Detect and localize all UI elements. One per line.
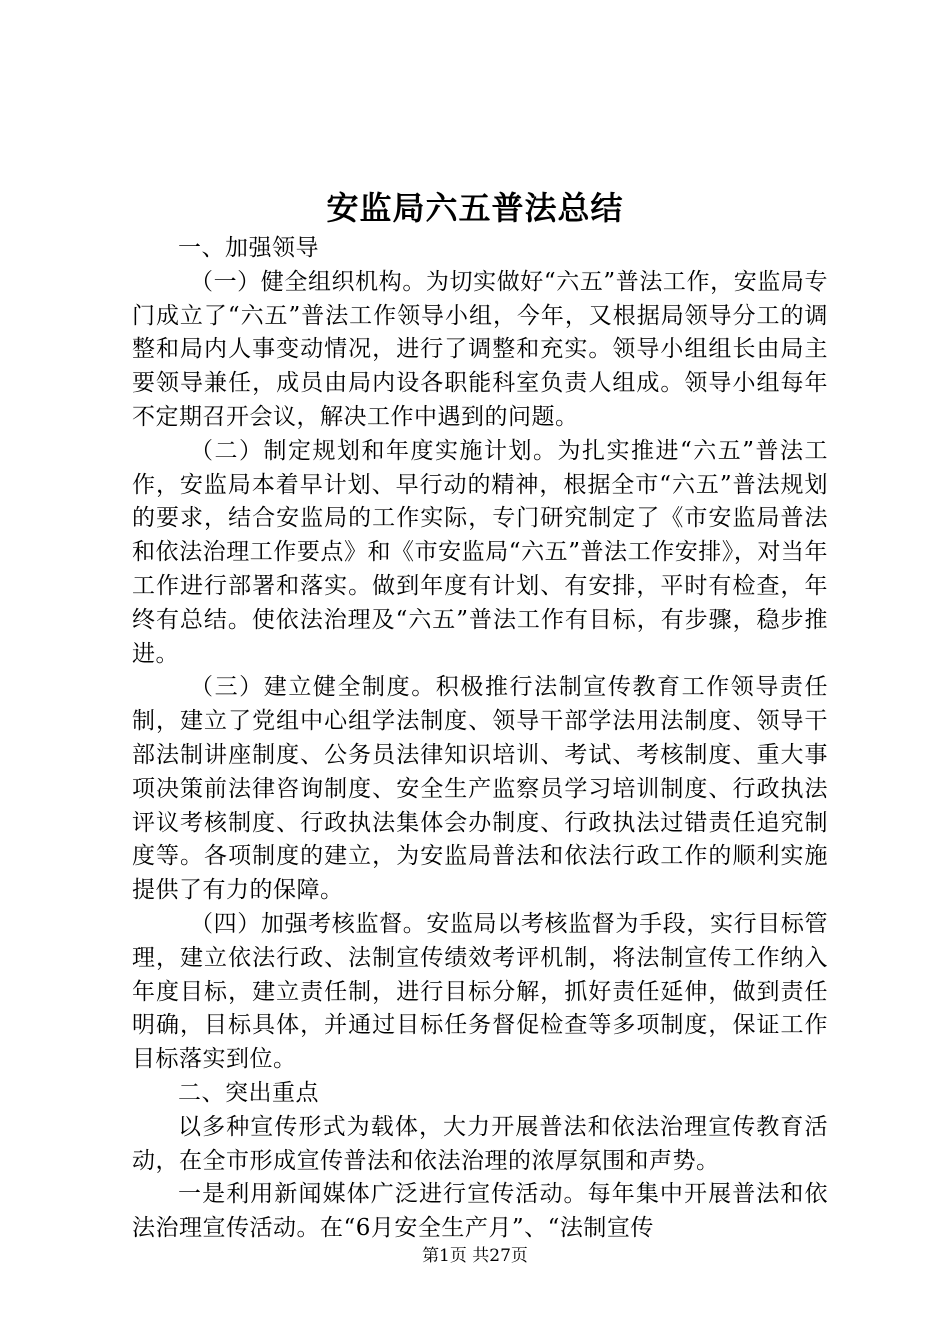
document-title: 安监局六五普法总结 [326,189,624,227]
document-body [132,232,828,1246]
section-heading-1: 一、加强领导 [178,235,319,261]
paragraph-supervision: （四）加强考核监督。安监局以考核监督为手段，实行目标管理，建立依法行政、法制宣传绩效考评机制，将法制宣传工作纳入年度目标，建立责任制，进行目标分解，抓好责任延伸，做到责任明确，目标具体，并通过目标任务督促检查等多项制度，保证工作目标落实到位。 [132,910,828,1073]
page-number-footer: 第1页 共27页 [422,1246,528,1266]
paragraph-media: 一是利用新闻媒体广泛进行宣传活动。每年集中开展普法和依法治理宣传活动。在“6月安全生产月”、“法制宣传 [132,1181,828,1242]
paragraph-planning: （二）制定规划和年度实施计划。为扎实推进“六五”普法工作，安监局本着早计划、早行动的精神，根据全市“六五”普法规划的要求，结合安监局的工作实际，专门研究制定了《市安监局普法和依法治理工作要点》和《市安监局“六五”普法工作安排》，对当年工作进行部署和落实。做到年度有计划、有安排，平时有检查，年终有总结。使依法治理及“六五”普法工作有目标，有步骤，稳步推进。 [132,437,828,667]
paragraph-organization: （一）健全组织机构。为切实做好“六五”普法工作，安监局专门成立了“六五”普法工作领导小组，今年，又根据局领导分工的调整和局内人事变动情况，进行了调整和充实。领导小组组长由局主要领导兼任，成员由局内设各职能科室负责人组成。领导小组每年不定期召开会议，解决工作中遇到的问题。 [132,268,828,430]
paragraph-publicity: 以多种宣传形式为载体，大力开展普法和依法治理宣传教育活动，在全市形成宣传普法和依法治理的浓厚氛围和声势。 [132,1113,828,1174]
section-heading-2: 二、突出重点 [178,1079,319,1106]
paragraph-systems: （三）建立健全制度。积极推行法制宣传教育工作领导责任制，建立了党组中心组学法制度、领导干部学法用法制度、领导干部法制讲座制度、公务员法律知识培训、考试、考核制度、重大事项决策前法律咨询制度、安全生产监察员学习培训制度、行政执法评议考核制度、行政执法集体会办制度、行政执法过错责任追究制度等。各项制度的建立，为安监局普法和依法行政工作的顺利实施提供了有力的保障。 [132,674,828,904]
